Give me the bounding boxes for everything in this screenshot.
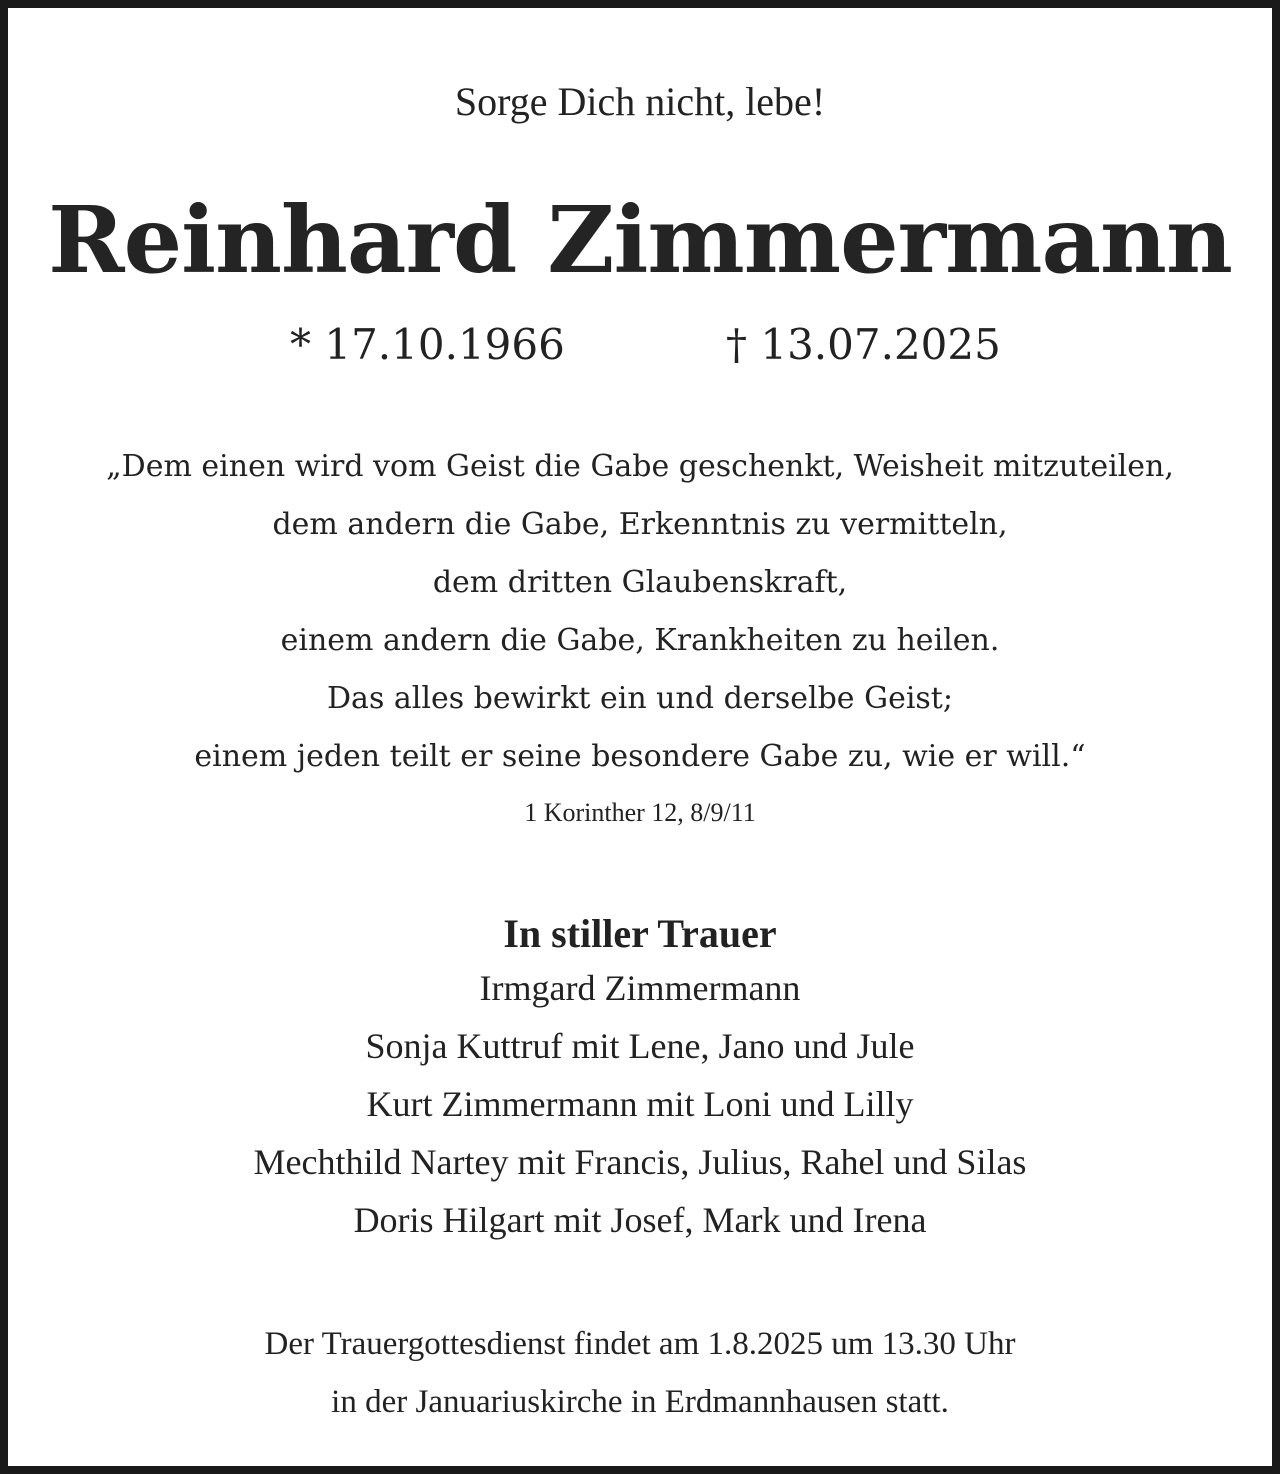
verse-line: einem andern die Gabe, Krankheiten zu heilen. bbox=[280, 623, 1000, 658]
birth-date: * 17.10.1966 bbox=[290, 320, 565, 369]
mourner-name: Irmgard Zimmermann bbox=[479, 968, 801, 1008]
verse-line: einem jeden teilt er seine besondere Gabe zu, wie er will.“ bbox=[194, 739, 1086, 774]
verse-line: „Dem einen wird vom Geist die Gabe geschenkt, Weisheit mitzuteilen, bbox=[106, 449, 1174, 484]
death-date: † 13.07.2025 bbox=[726, 320, 1001, 369]
service-info-line: Der Trauergottesdienst findet am 1.8.2025 um 13.30 Uhr bbox=[264, 1326, 1016, 1362]
verse-line: Das alles bewirkt ein und derselbe Geist; bbox=[327, 681, 953, 716]
motto: Sorge Dich nicht, lebe! bbox=[454, 79, 826, 124]
mourner-name: Doris Hilgart mit Josef, Mark und Irena bbox=[353, 1200, 927, 1240]
mourner-name: Kurt Zimmermann mit Loni und Lilly bbox=[366, 1084, 914, 1124]
mourner-name: Sonja Kuttruf mit Lene, Jano und Jule bbox=[365, 1026, 915, 1066]
verse-line: dem andern die Gabe, Erkenntnis zu vermitteln, bbox=[272, 507, 1008, 542]
mourner-name: Mechthild Nartey mit Francis, Julius, Rahel und Silas bbox=[253, 1142, 1027, 1182]
mourners-heading: In stiller Trauer bbox=[503, 911, 777, 956]
service-info-line: in der Januariuskirche in Erdmannhausen statt. bbox=[331, 1384, 949, 1420]
deceased-name: Reinhard Zimmermann bbox=[48, 186, 1232, 294]
verse-line: dem dritten Glaubenskraft, bbox=[432, 565, 848, 600]
verse-source: 1 Korinther 12, 8/9/11 bbox=[524, 798, 756, 827]
